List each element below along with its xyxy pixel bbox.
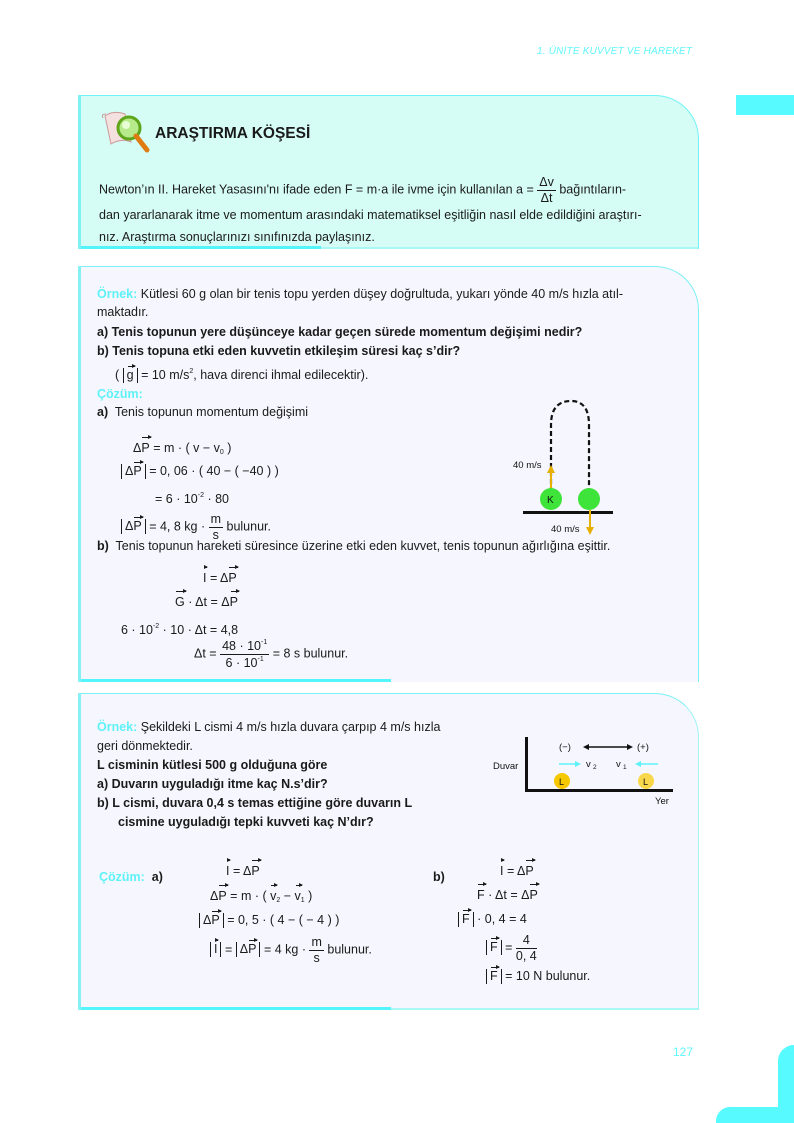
svg-text:(+): (+)	[637, 742, 649, 753]
svg-text:(−): (−)	[559, 742, 571, 753]
corner-decoration	[716, 1107, 794, 1123]
equation: I = ΔP	[203, 571, 237, 585]
svg-text:L: L	[559, 777, 565, 787]
equation: F · 0, 4 = 4	[458, 910, 527, 928]
example-1-box: Örnek: Kütlesi 60 g olan bir tenis topu yerden düşey doğrultuda, yukarı yönde 40 m/s hızla atıl- maktadır. a) Tenis topunun yere düşünceye kadar geçen sürede momentum değişimi nedir? b) Tenis topuna etki eden kuvvetin etkileşim süresi kaç s’dir? ( g = 10 $m/s^2$, hava direnci ihmal edilecektir). Çözüm: a) Tenis topunun momentum değişimi ΔP = m · ( $v - v_0$ ) ΔP = 0, 06 · ( 40 − ( −40 ) ) = $6 \cdot 10^{-2} \cdot 80$ ΔP = 4, 8 kg · $\frac{m}{s}$ bulunur. b) Tenis topunun hareketi süresince üzerine etki eden kuvvet, tenis topunun ağırlığına eşittir. I = ΔP G · Δt = ΔP $6 \cdot 10^{-2} \cdot 10 \cdot \Delta t = 4,8$ Δt = $\frac{48 \cdot 10^{-1}}{6 \cdot 10^{-1}}$ = 8 s bulunur. 40 m/s K 40 m/s	[78, 266, 699, 682]
delta-v-over-delta-t: $\frac{\Delta v}{\Delta t}$	[539, 175, 554, 205]
equation: ΔP = 4, 8 kg · $\frac{m}{s}$ bulunur.	[121, 513, 271, 541]
svg-text:2: 2	[593, 764, 597, 771]
equation: = $6 \cdot 10^{-2} \cdot 80$	[155, 492, 229, 506]
research-title: ARAŞTIRMA KÖŞESİ	[155, 125, 311, 142]
svg-text:40 m/s: 40 m/s	[513, 460, 542, 471]
svg-text:1: 1	[623, 764, 627, 771]
page-number: 127	[673, 1045, 694, 1059]
equation: I = ΔP = 4 kg · $\frac{m}{s}$ bulunur.	[210, 936, 372, 964]
question-a: a) Duvarın uyguladığı itme kaç N.s’dir?	[97, 777, 328, 791]
equation: F = $\frac{4}{0, 4}$	[486, 934, 537, 962]
box-accent-line	[81, 679, 391, 682]
svg-text:v: v	[616, 759, 621, 770]
solution-label: Çözüm:	[99, 870, 145, 884]
svg-text:Yer: Yer	[655, 796, 669, 807]
side-tab-marker	[736, 95, 794, 115]
svg-text:Duvar: Duvar	[493, 761, 519, 772]
question-b: b) Tenis topuna etki eden kuvvetin etkileşim süresi kaç s’dir?	[97, 344, 461, 358]
equation: F · Δt = ΔP	[477, 888, 538, 902]
equation: ΔP = 0, 5 · ( 4 − ( − 4 ) )	[199, 911, 339, 929]
equation: $6 \cdot 10^{-2} \cdot 10 \cdot \Delta t = 4,8$	[121, 623, 239, 637]
equation: ΔP = m · ( $v_2 - v_1$ )	[210, 889, 313, 904]
unit-header: 1. ÜNİTE KUVVET VE HAREKET	[537, 46, 693, 57]
research-corner-box	[78, 95, 699, 249]
equation: F = 10 N bulunur.	[486, 967, 590, 985]
example-2-intro: Örnek: Şekildeki L cismi 4 m/s hızla duvara çarpıp 4 m/s hızla	[97, 720, 441, 734]
magnifier-scroll-icon	[99, 108, 154, 158]
equation: I = ΔP	[500, 864, 534, 878]
wall-collision-figure	[483, 734, 703, 814]
question-a: a) Tenis topunun yere düşünceye kadar geçen sürede momentum değişimi nedir?	[97, 325, 583, 339]
example-1-intro: Örnek: Kütlesi 60 g olan bir tenis topu yerden düşey doğrultuda, yukarı yönde 40 m/s hızla atıl-	[97, 287, 623, 301]
svg-text:40 m/s: 40 m/s	[551, 524, 580, 535]
equation: G · Δt = ΔP	[175, 595, 238, 609]
equation: Δt = $\frac{48 \cdot 10^{-1}}{6 \cdot 10^{-1}}$ = 8 s bulunur.	[194, 639, 349, 670]
box-accent-line	[81, 1007, 391, 1010]
example-2-box: Örnek: Şekildeki L cismi 4 m/s hızla duvara çarpıp 4 m/s hızla geri dönmektedir. L cisminin kütlesi 500 g olduğuna göre a) Duvarın uyguladığı itme kaç N.s’dir? b) L cismi, duvara 0,4 s temas ettiğine göre duvarın L cismine uyguladığı tepki kuvveti kaç N’dır? (−) (+) Duvar v 2 v 1 L L Yer Çözüm: a) I = ΔP ΔP = m · ( $v_2 - v_1$ ) ΔP = 0, 5 · ( 4 − ( − 4 ) ) I = ΔP = 4 kg · $\frac{m}{s}$ bulunur. b) I = ΔP F · Δt = ΔP F · 0, 4 = 4 F = $\frac{4}{0, 4}$ F = 10 N bulunur.	[78, 693, 699, 1010]
question-b: b) L cismi, duvara 0,4 s temas ettiğine göre duvarın L	[97, 796, 413, 810]
equation: I = ΔP	[226, 864, 260, 878]
svg-text:v: v	[586, 759, 591, 770]
research-text: Newton’ın II. Hareket Yasasını'nı ifade eden F = m·a ile ivme için kullanılan a = $\frac{\Delta v}{\Delta t}$ bağıntıların- dan yararlanarak itme ve momentum arasındaki matematiksel eşitliğin nasıl elde edildiğini araştırı- nız. Araştırma sonuçlarınızı sınıfınızda paylaşınız.	[99, 175, 642, 244]
gravity-note: ( g = 10 $m/s^2$, hava direnci ihmal edilecektir).	[115, 368, 369, 382]
equation: ΔP = 0, 06 · ( 40 − ( −40 ) )	[121, 462, 279, 480]
equation: ΔP = m · ( $v - v_0$ )	[133, 441, 232, 456]
box-accent-line	[81, 246, 321, 249]
svg-text:L: L	[643, 777, 649, 787]
solution-label: Çözüm:	[97, 387, 143, 401]
svg-text:K: K	[547, 495, 554, 506]
tennis-ball-figure	[505, 395, 625, 545]
